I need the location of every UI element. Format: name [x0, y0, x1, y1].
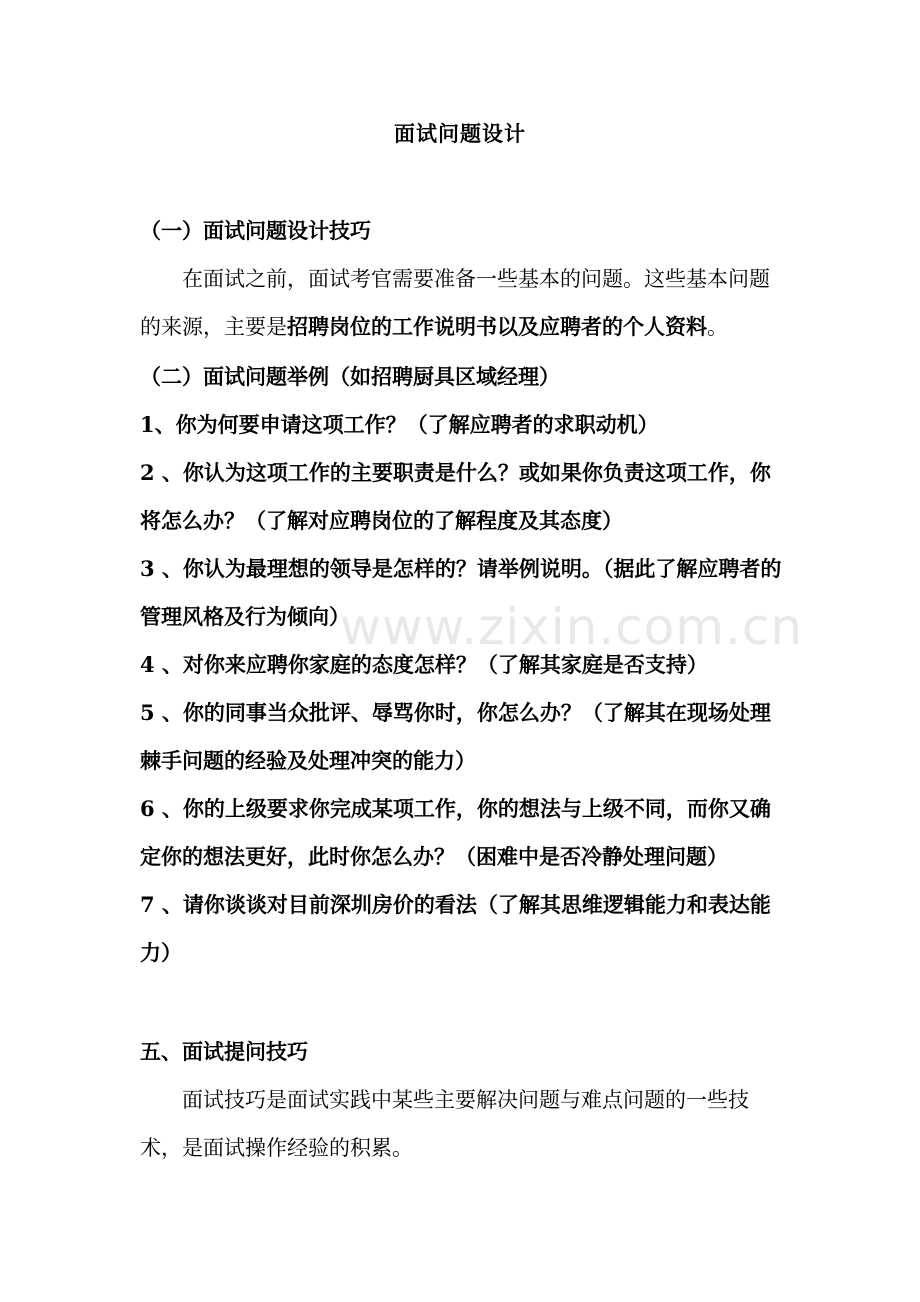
question-item-5: 5 、你的同事当众批评、辱骂你时，你怎么办？（了解其在现场处理棘手问题的经验及处理冲突的能力）: [140, 700, 771, 773]
section-2-heading: （二）面试问题举例（如招聘厨具区域经理）: [140, 364, 560, 389]
question-item-1: 1、你为何要申请这项工作？（了解应聘者的求职动机）: [140, 412, 659, 437]
question-item-3: 3 、你认为最理想的领导是怎样的？请举例说明。（据此了解应聘者的管理风格及行为倾向）: [140, 556, 782, 629]
watermark-text: www.zixin.com.cn: [340, 598, 804, 656]
question-item-4: 4 、对你来应聘你家庭的态度怎样？（了解其家庭是否支持）: [140, 652, 708, 677]
question-item-6: 6 、你的上级要求你完成某项工作，你的想法与上级不同，而你又确定你的想法更好，此时你怎么办？（困难中是否冷静处理问题）: [140, 796, 771, 869]
section-1-paragraph-prefix: 在面试之前，面试考官需要准备一些基本的问题。这些基本问题的来源，主要是: [140, 267, 770, 339]
section-3-heading: 五、面试提问技巧: [140, 1039, 308, 1064]
section-2: [140, 353, 790, 977]
section-1-paragraph-emphasis: 招聘岗位的工作说明书以及应聘者的个人资料: [287, 314, 707, 339]
section-3-paragraph: 面试技巧是面试实践中某些主要解决问题与难点问题的一些技术，是面试操作经验的积累。: [140, 1088, 749, 1160]
section-1: [140, 207, 790, 351]
section-1-paragraph: [140, 255, 790, 351]
section-3: [140, 1028, 790, 1172]
question-item-7: 7 、请你谈谈对目前深圳房价的看法（了解其思维逻辑能力和表达能力）: [140, 892, 771, 965]
section-1-heading: （一）面试问题设计技巧: [140, 218, 371, 243]
section-1-paragraph-suffix: 。: [707, 315, 728, 339]
document-title: 面试问题设计: [394, 121, 526, 146]
question-item-2: 2 、你认为这项工作的主要职责是什么？或如果你负责这项工作，你将怎么办？（了解对应聘岗位的了解程度及其态度）: [140, 460, 771, 533]
